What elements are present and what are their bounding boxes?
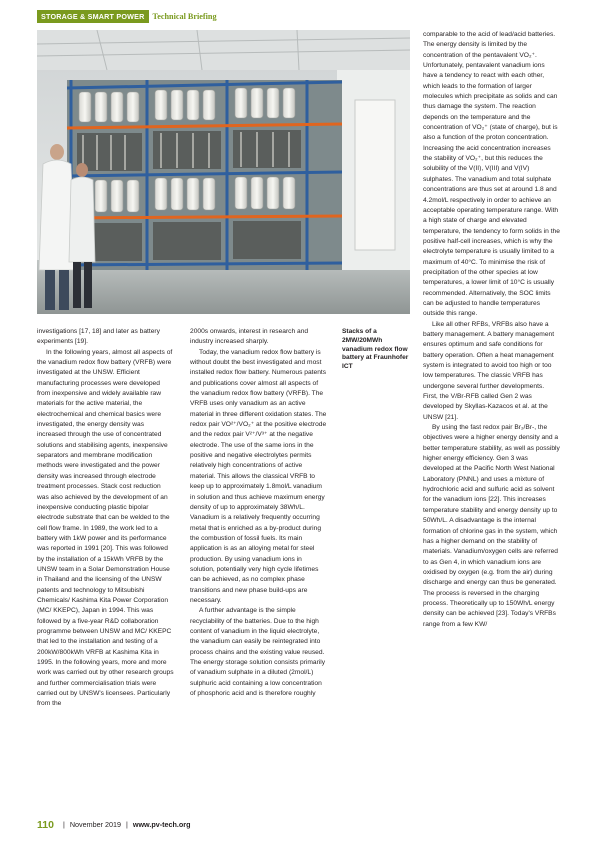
- paragraph: By using the fast redox pair Br₂/Br-, the objectives were a higher energy density and a better temperature stability, as well as possibly higher energy efficiency. Gen 3 was developed at the Pacific North West National Laboratory (PNNL) and uses a mixture of hydrochloric acid and sulfuric acid as solvent for the vanadium ions [22]. This increases temperature stability and energy density up to 50Wh/L. A disadvantage is the internal formation of chlorine gas in the system, which has a higher demand on the stability of materials. Vanadium/oxygen cells are referred to as Gen 4, in which vanadium ions are oxidised by oxygen (e.g. from the air) during discharge and energy can thus be generated. The process is reversed in the charging process. Theoretically up to 150Wh/L energy density can be achieved [23]. Today's VRFBs range from a few KW/: [423, 424, 560, 628]
- page-footer: [37, 819, 191, 831]
- photo-illustration: [37, 30, 410, 314]
- footer-separator: |: [125, 820, 128, 829]
- photo-caption: Stacks of a 2MW/20MWh vanadium redox flow battery at Fraunhofer ICT: [342, 328, 409, 371]
- text-column-1: [37, 327, 174, 710]
- section-header: [37, 10, 217, 23]
- battery-stack-photo: [37, 30, 410, 314]
- footer-separator: |: [62, 820, 65, 829]
- text-column-3: [423, 30, 560, 630]
- researchers: [39, 144, 95, 310]
- paragraph: Today, the vanadium redox flow battery is without doubt the best investigated and most installed redox flow battery. Numerous patents and publications cover almost all aspects of the vanadium redox flow battery (VRFB). The VRFB uses only vanadium as an active material in three different oxidation states. The redox pair VO²⁺/VO₂⁺ at the positive electrode and the redox pair V²⁺/V³⁺ at the negative electrode. The use of the same ions in the positive and negative electrolytes permits relatively high concentrations of active material. This allows the classical VRFB to keep up to approximately 1.8mol/L vanadium in solution and thus achieve maximum energy density of up to approximately 38Wh/L. Vanadium is a relatively frequently occurring metal that is enriched as a by-product during the combustion of fossil fuels. Its main application is as an alloying metal for steel production. By using vanadium ions in solution, potentially very high cycle lifetimes can be achieved, as no complex phase transitions and new phase build-ups are necessary.: [190, 348, 327, 604]
- text-column-2: [190, 327, 327, 699]
- website-link[interactable]: www.pv-tech.org: [132, 820, 191, 829]
- paragraph: 2000s onwards, interest in research and industry increased sharply.: [190, 328, 309, 346]
- paragraph: A further advantage is the simple recyclability of the batteries. Due to the high content of vanadium in the liquid electrolyte, the vanadium can easily be reintegrated into process chains and the existing value reused. The energy storage solution consists primarily of vanadium sulphate in a diluted (2mol/L) sulphuric acid containing a low concentration of phosphoric acid and is therefore roughly: [190, 607, 326, 698]
- issue-date: November 2019: [69, 820, 121, 829]
- paragraph: comparable to the acid of lead/acid batteries. The energy density is limited by the concentration of the pentavalent VO₂⁺. Unfortunately, pentavalent vanadium ions have a tendency to react with each other, which leads to the formation of larger molecules which precipitate as solids and can thus damage the system. The reaction depends on the temperature and the concentration of VO₂⁺ (state of charge), but is also a function of the proton concentration. Increasing the acid concentration increases the stability of VO₂⁺, but this reduces the solubility of the V(II), V(III) and V(IV) sulphates. The vanadium and total sulphate concentrations are thus set at around 1.8 and 4.2mol/L respectively in order to achieve an acceptable operating temperature range. With a high state of charge and elevated temperature, the tendency to form solids in the positive half-cell increases, which is why the electrolyte temperature is usually limited to a maximum of 40°C. To minimise the risk of precipitation of the other species at low temperatures, a lower limit of 10°C is usually recommended. Alternatively, the SOC limits can be adjusted to handle temperatures outside this range.: [423, 31, 560, 318]
- page-number: 110: [37, 819, 54, 831]
- section-tag: STORAGE & SMART POWER: [37, 10, 149, 23]
- paragraph: Like all other RFBs, VRFBs also have a battery management. A battery management ensures optimum and safe conditions for battery operation. Often a heat management system is integrated to avoid too high or too low temperatures. The classic VRFB has undergone several further developments. First, the V/Br-RFB called Gen 2 was developed by Skyllas-Kazacos et al. at the UNSW [21].: [423, 320, 555, 421]
- paragraph: investigations [17, 18] and later as battery experiments [19].: [37, 328, 160, 346]
- section-subtitle: Technical Briefing: [152, 12, 217, 21]
- paragraph: In the following years, almost all aspects of the vanadium redox flow battery (VRFB) were investigated at the UNSW. Efficient manufacturing processes were developed from inexpensive and widely available raw materials for the active material, the electrochemical and chemical basics were investigated, the energy density was increased through the use of concentrated solutions and stabilising agents, inexpensive separators and membrane modification methods were investigated and the power density was increased through electrode treatment processes. Stack cost reduction was also achieved by the development of an inexpensive conducting plastic bipolar electrode substrate that can be welded to the cell flow frame. In 1989, the work led to a battery with 1kW power and its performance was reported in 1991 [20]. This was followed by the installation of a 15kWh VRFB by the UNSW team in a Solar Demonstration House in Thailand and the licensing of the UNSW patents and technology to Mitsubishi Chemicals/ Kashima Kita Power Corporation (MC/ KKEPC), Japan in 1994. This was followed by a five-year R&D collaboration programme between UNSW and MC/ KKEPC that led to the installation and testing of a 200kW/800kWh VRFB at Kashima Kita in 1995. In the following years, more and more work was carried out by other research groups and further commercialisation trials were carried out by UNSW's licensees. Particularly from the: [37, 348, 174, 708]
